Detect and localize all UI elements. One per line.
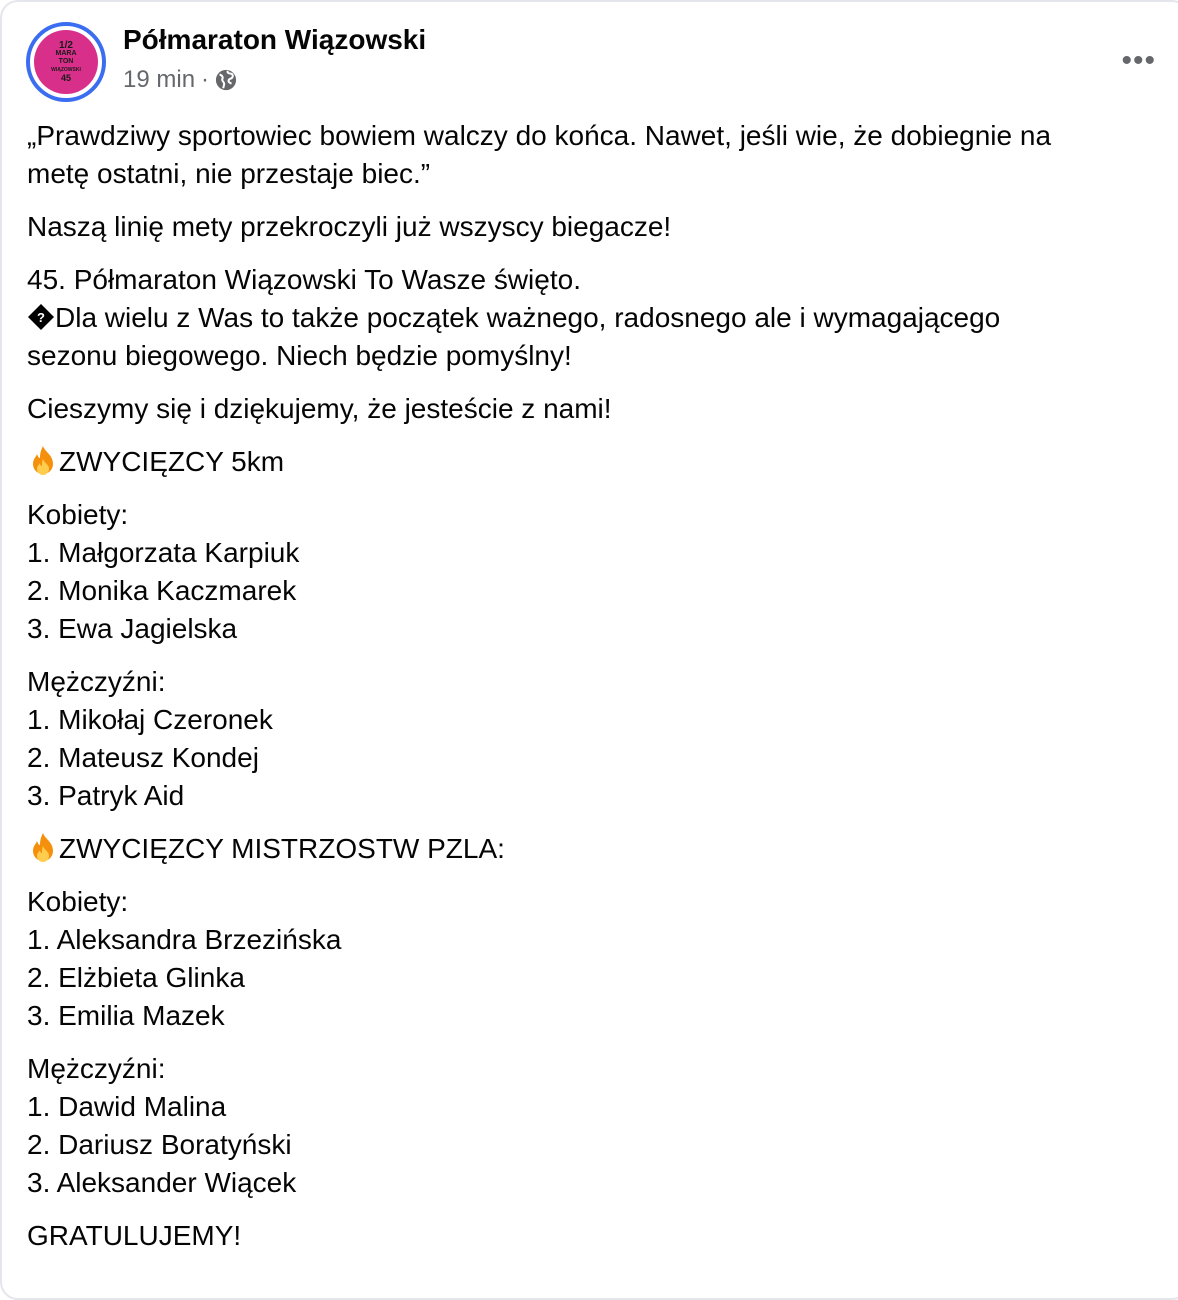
text-line: [27, 299, 1162, 337]
post-header: [26, 22, 1156, 102]
meta-separator: ·: [201, 66, 210, 93]
fire-icon: [27, 832, 59, 862]
women-group: [27, 883, 1162, 1035]
quote-paragraph: [27, 117, 1162, 193]
group-label: Kobiety:: [27, 499, 129, 530]
list-item: 2. Monika Kaczmarek: [27, 575, 297, 606]
men-group: [27, 663, 1162, 815]
men-group: [27, 1050, 1162, 1202]
post-time[interactable]: 19 min: [123, 66, 196, 93]
page-avatar[interactable]: [26, 22, 106, 102]
list-item: 2. Mateusz Kondej: [27, 742, 259, 773]
group-label: Mężczyźni:: [27, 666, 166, 697]
list-item: 3. Patryk Aid: [27, 780, 185, 811]
group-label: Mężczyźni:: [27, 1053, 166, 1084]
list-item: 1. Dawid Malina: [27, 1091, 227, 1122]
winners-5km: [27, 443, 1162, 815]
text-line: metę ostatni, nie przestaje biec.”: [27, 158, 431, 189]
list-item: 2. Elżbieta Glinka: [27, 962, 245, 993]
holiday-paragraph: [27, 261, 1162, 375]
text-line: „Prawdziwy sportowiec bowiem walczy do końca. Nawet, jeśli wie, że dobiegnie na: [27, 120, 1052, 151]
winners-pzla: [27, 830, 1162, 1202]
text-line-content: Dla wielu z Was to także początek ważnego, radosnego ale i wymagającego: [55, 302, 1001, 333]
list-item: 1. Małgorzata Karpiuk: [27, 537, 300, 568]
section-heading: [27, 443, 1162, 481]
finish-paragraph: Naszą linię mety przekroczyli już wszyscy biegacze!: [27, 211, 672, 242]
svg-text:?: ?: [37, 310, 45, 325]
logo-text: WIĄZOWSKI: [51, 67, 81, 73]
list-item: 2. Dariusz Boratyński: [27, 1129, 292, 1160]
fire-icon: [27, 445, 59, 475]
logo-text: 1/2: [59, 40, 73, 51]
list-item: 1. Mikołaj Czeronek: [27, 704, 273, 735]
post-text: [27, 117, 1162, 1270]
closing-text: GRATULUJEMY!: [27, 1220, 242, 1251]
group-label: Kobiety:: [27, 886, 129, 917]
logo-text: MARA: [55, 50, 77, 57]
logo-text: TON: [58, 58, 74, 65]
logo-text: 45: [60, 73, 71, 83]
post-meta: [123, 66, 237, 94]
list-item: 3. Ewa Jagielska: [27, 613, 238, 644]
more-options-button[interactable]: •••: [1121, 44, 1156, 77]
women-group: [27, 496, 1162, 648]
list-item: 1. Aleksandra Brzezińska: [27, 924, 342, 955]
thanks-paragraph: Cieszymy się i dziękujemy, że jesteście z nami!: [27, 393, 612, 424]
list-item: 3. Emilia Mazek: [27, 1000, 225, 1031]
text-line: 45. Półmaraton Wiązowski To Wasze święto.: [27, 264, 581, 295]
heading-text: ZWYCIĘZCY MISTRZOSTW PZLA:: [59, 833, 505, 864]
globe-icon: [215, 69, 237, 91]
author-name[interactable]: Półmaraton Wiązowski: [123, 24, 427, 55]
text-line: sezonu biegowego. Niech będzie pomyślny!: [27, 340, 572, 371]
avatar-logo: [34, 30, 98, 94]
section-heading: [27, 830, 1162, 868]
heading-text: ZWYCIĘZCY 5km: [59, 446, 285, 477]
list-item: 3. Aleksander Wiącek: [27, 1167, 297, 1198]
unknown-glyph-icon: [27, 303, 55, 331]
